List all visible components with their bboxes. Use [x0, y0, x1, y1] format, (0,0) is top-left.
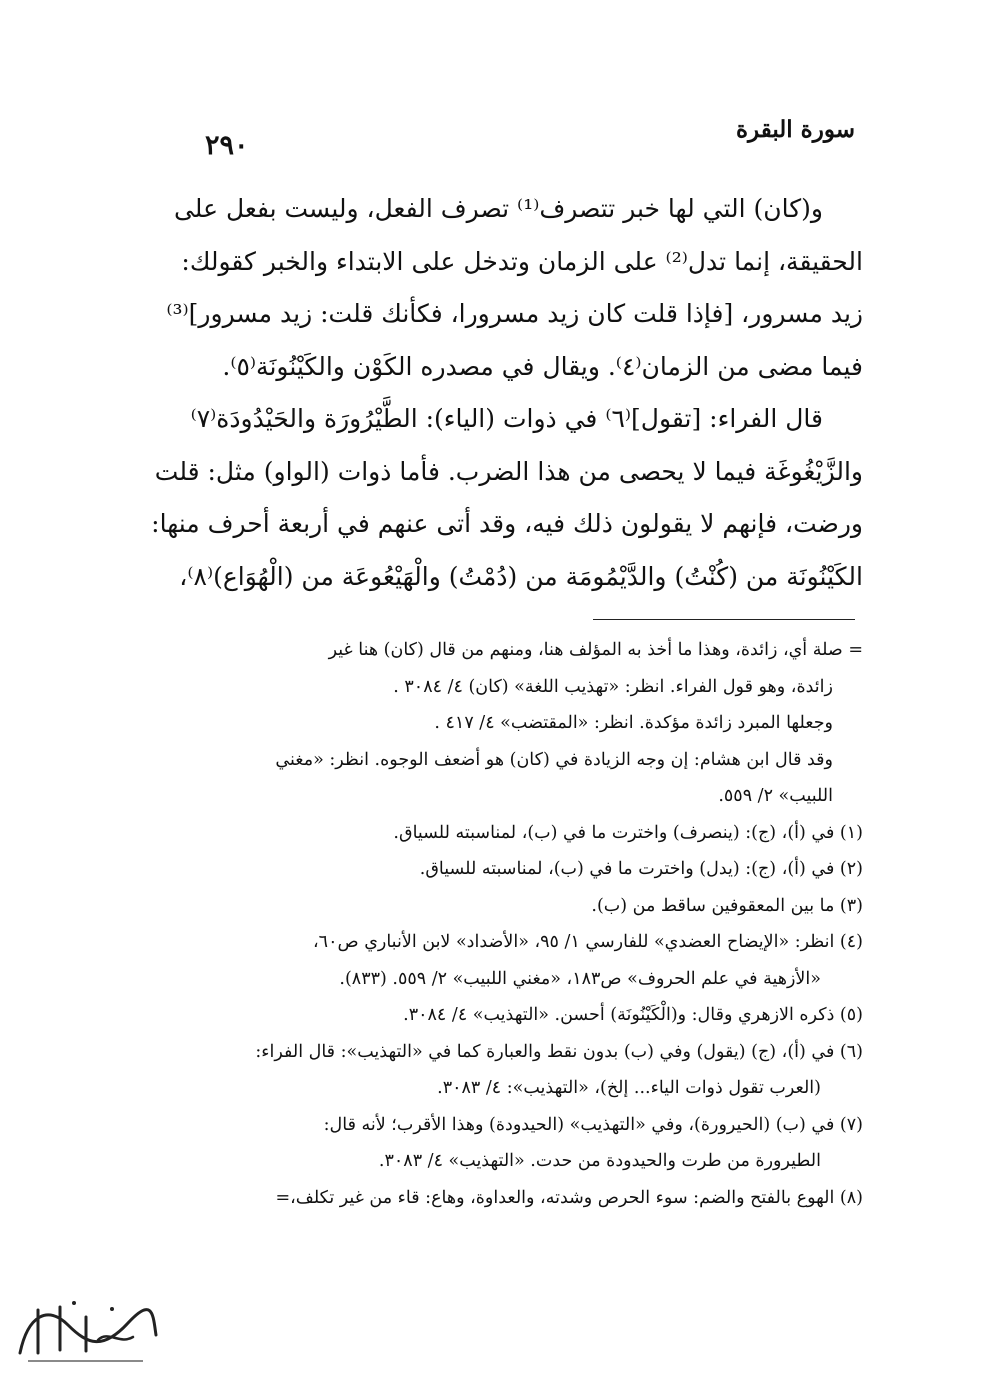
footnote-line: (١) في (أ)، (ج): (ينصرف) واخترت ما في (ب)، لمناسبته للسياق.: [393, 822, 863, 843]
footnote-line: (٦) في (أ)، (ج) (يقول) وفي (ب) بدون نقط والعبارة كما في «التهذيب»: قال الفراء:: [255, 1041, 863, 1062]
footnote-line: = صلة أي، زائدة، وهذا ما أخذ به المؤلف هنا، ومنهم من قال (كان) هنا غير: [328, 640, 863, 660]
footnote-line: وقد قال ابن هشام: إن وجه الزيادة في (كان) هو أضعف الوجوه. انظر: «مغني: [275, 749, 833, 770]
body-line: زيد مسرور، [فإذا قلت كان زيد مسرورا، فكأنك قلت: زيد مسرور]⁽³⁾: [166, 299, 863, 328]
footnote-line: وجعلها المبرد زائدة مؤكدة. انظر: «المقتضب» ٤/ ٤١٧ .: [434, 713, 833, 733]
footnotes: [118, 632, 863, 1216]
watermark-logo: [8, 1295, 163, 1370]
body-line: قال الفراء: [تقول]⁽٦⁾ في ذوات (الياء): الطَّيْرُورَة والحَيْدُودَة⁽٧⁾: [190, 404, 823, 433]
surah-title: سورة البقرة: [735, 116, 855, 143]
body-line: الحقيقة، إنما تدل⁽²⁾ على الزمان وتدخل على الابتداء والخبر كقولك:: [181, 246, 863, 276]
body-line: فيما مضى من الزمان⁽٤⁾. ويقال في مصدره الكَوْن والكَيْنُونَة⁽٥⁾.: [222, 351, 863, 381]
footnote-separator: [593, 619, 855, 620]
footnote-line: الطيرورة من طرت والحيدودة من حدت. «التهذيب» ٤/ ٣٠٨٣.: [378, 1151, 821, 1171]
body-line: الكَيْنُونَة من (كُنْتُ) والدَّيْمُومَة من (دُمْتُ) والْهَيْعُوعَة من (الْهُوَاع)⁽٨⁾،: [179, 561, 863, 591]
footnote-line: «الأزهية في علم الحروف» ص١٨٣، «مغني اللبيب» ٢/ ٥٥٩. (٨٣٣).: [339, 968, 821, 989]
footnote-line: (٧) في (ب) (الحيرورة)، وفي «التهذيب» (الحيدودة) وهذا الأقرب؛ لأنه قال:: [323, 1114, 863, 1135]
footnote-line: (٢) في (أ)، (ج): (يدل) واخترت ما في (ب)، لمناسبته للسياق.: [419, 859, 863, 879]
page-number: ٢٩٠: [205, 130, 249, 161]
body-line: و(كان) التي لها خبر تتصرف⁽¹⁾ تصرف الفعل، وليست بفعل على: [173, 194, 823, 223]
main-text: [118, 183, 863, 603]
footnote-line: (٣) ما بين المعقوفين ساقط من (ب).: [591, 895, 863, 916]
footnote-line: (٨) الهوع بالفتح والضم: سوء الحرص وشدته، والعداوة، وهاع: قاء من غير تكلف،=: [275, 1187, 863, 1208]
footnote-line: اللبيب» ٢/ ٥٥٩.: [718, 786, 833, 806]
footnote-line: (٤) انظر: «الإيضاح العضدي» للفارسي ١/ ٩٥، «الأضداد» لابن الأنباري ص٦٠،: [313, 932, 863, 952]
footnote-line: (العرب تقول ذوات الياء... إلخ)، «التهذيب»: ٤/ ٣٠٨٣.: [437, 1078, 821, 1098]
page-header: [205, 112, 855, 162]
footnote-line: (٥) ذكره الازهري وقال: و(الْكَيْنُونَة) أحسن. «التهذيب» ٤/ ٣٠٨٤.: [403, 1005, 863, 1025]
body-line: والزَّيْغُوغَة فيما لا يحصى من هذا الضرب. فأما ذوات (الواو) مثل: قلت: [154, 456, 863, 486]
footnote-line: زائدة، وهو قول الفراء. انظر: «تهذيب اللغة» (كان) ٤/ ٣٠٨٤ .: [393, 676, 833, 697]
body-line: ورضت، فإنهم لا يقولون ذلك فيه، وقد أتى عنهم في أربعة أحرف منها:: [151, 509, 863, 538]
